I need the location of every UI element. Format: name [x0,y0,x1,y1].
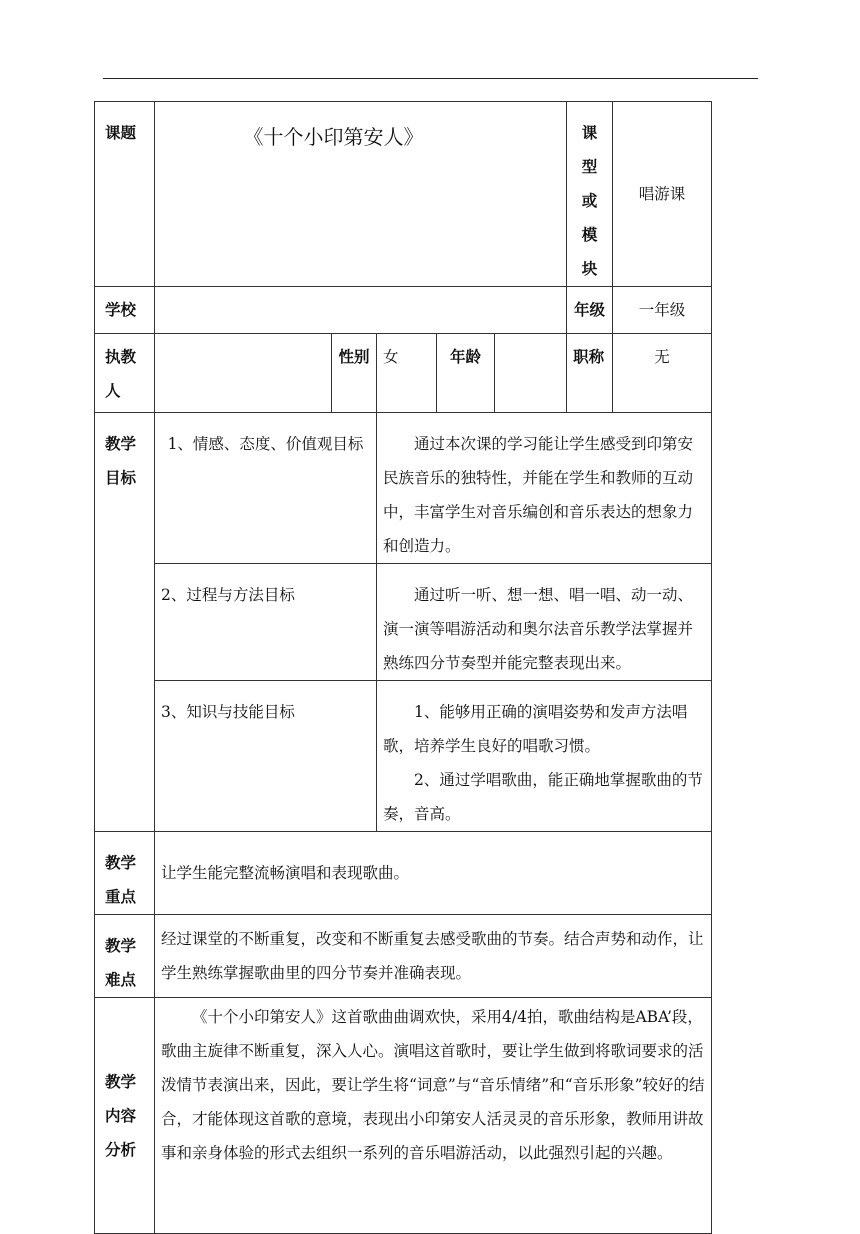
analysis-text: 《十个小印第安人》这首歌曲曲调欢快，采用4/4拍，歌曲结构是ABA’段，歌曲主旋律不断重复，深入人心。演唱这首歌时，要让学生做到将歌词要求的活泼情节表演出来，因此，要让学生将“词意”与“音乐情绪”和“音乐形象”较好的结合，才能体现这首歌的意境，表现出小印第安人活灵灵的音乐形象，教师用讲故事和亲身体验的形式去组织一系列的音乐唱游活动，以此强烈引起的兴趣。 [161,1008,705,1162]
grade-label: 年级 [567,287,613,334]
topic-value: 《十个小印第安人》 [155,102,567,287]
lesson-plan-table [94,101,712,1234]
school-label: 学校 [95,287,155,334]
objective-1-name: 1、情感、态度、价值观目标 [155,413,377,564]
row-objective-2 [95,564,712,681]
teacher-label: 执教人 [95,334,155,413]
grade-value: 一年级 [613,287,712,334]
objective-3-paragraph-1: 1、能够用正确的演唱姿势和发声方法唱歌，培养学生良好的唱歌习惯。 [383,703,688,755]
objective-3-paragraph-2: 2、通过学唱歌曲，能正确地掌握歌曲的节奏，音高。 [383,771,703,823]
key-points-text: 让学生能完整流畅演唱和表现歌曲。 [155,832,712,915]
objective-3-text [377,681,712,832]
difficulties-label: 教学难点 [95,915,155,998]
key-points-label: 教学重点 [95,832,155,915]
type-label: 课型或模块 [567,102,613,287]
objective-1-paragraph: 通过本次课的学习能让学生感受到印第安民族音乐的独特性，并能在学生和教师的互动中，丰富学生对音乐编创和音乐表达的想象力和创造力。 [383,435,694,555]
analysis-label: 教学内容分析 [95,998,155,1234]
row-difficulties [95,915,712,998]
age-label: 年龄 [437,334,495,413]
row-teacher [95,334,712,413]
row-school [95,287,712,334]
title-value: 无 [613,334,712,413]
school-value [155,287,567,334]
gender-label: 性别 [332,334,377,413]
difficulties-text: 经过课堂的不断重复，改变和不断重复去感受歌曲的节奏。结合声势和动作，让学生熟练掌握歌曲里的四分节奏并准确表现。 [155,915,712,998]
age-value [495,334,567,413]
objective-2-text [377,564,712,681]
objective-3-name: 3、知识与技能目标 [155,681,377,832]
header-rule [103,78,758,79]
gender-value: 女 [377,334,437,413]
objective-2-paragraph: 通过听一听、想一想、唱一唱、动一动、演一演等唱游活动和奥尔法音乐教学法掌握并熟练四分节奏型并能完整表现出来。 [383,586,694,672]
title-label: 职称 [567,334,613,413]
row-objective-3 [95,681,712,832]
objective-1-text [377,413,712,564]
topic-label: 课题 [95,102,155,287]
teacher-value [155,334,332,413]
objectives-label: 教学目标 [95,413,155,832]
analysis-cell [155,998,712,1234]
row-topic [95,102,712,287]
row-analysis [95,998,712,1234]
row-objective-1 [95,413,712,564]
objective-2-name: 2、过程与方法目标 [155,564,377,681]
type-value: 唱游课 [613,102,712,287]
row-key-points [95,832,712,915]
